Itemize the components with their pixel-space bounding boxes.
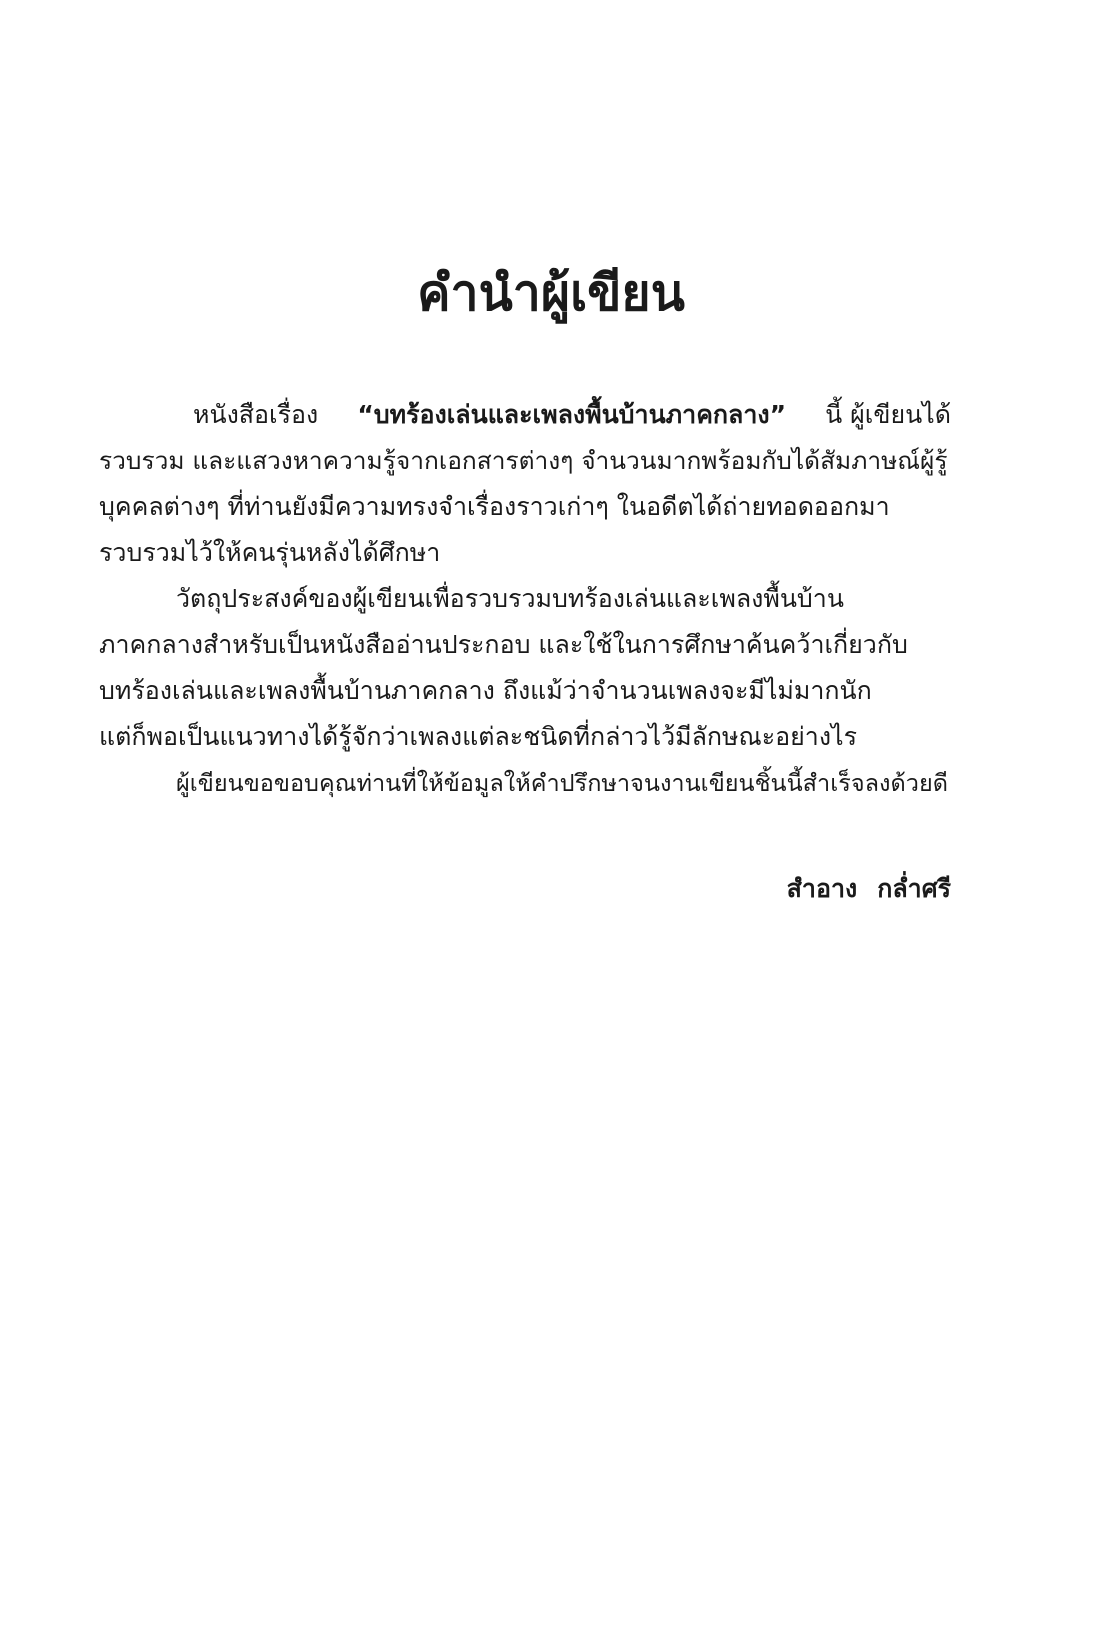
paragraph-1-prefix: หนังสือเรื่อง [193, 400, 319, 429]
paragraph-2-line-2: ภาคกลางสำหรับเป็นหนังสืออ่านประกอบ และใช้ในการศึกษาค้นคว้าเกี่ยวกับ [99, 630, 908, 659]
paragraph-3-line-1: ผู้เขียนขอขอบคุณท่านที่ให้ข้อมูลให้คำปรึกษาจนงานเขียนชิ้นนี้สำเร็จลงด้วยดี [176, 769, 949, 797]
page-title: คำนำผู้เขียน [417, 264, 685, 322]
paragraph-1-line-2: รวบรวม และแสวงหาความรู้จากเอกสารต่างๆ จำนวนมากพร้อมกับได้สัมภาษณ์ผู้รู้ [99, 446, 948, 475]
book-title-quote: “บทร้องเล่นและเพลงพื้นบ้านภาคกลาง” [357, 400, 787, 429]
author-last-name: กล่ำศรี [877, 874, 951, 903]
paragraph-1-line-3: บุคคลต่างๆ ที่ท่านยังมีความทรงจำเรื่องราวเก่าๆ ในอดีตได้ถ่ายทอดออกมา [99, 492, 890, 521]
paragraph-2-line-1: วัตถุประสงค์ของผู้เขียนเพื่อรวบรวมบทร้องเล่นและเพลงพื้นบ้าน [176, 584, 844, 613]
paragraph-2-line-4: แต่ก็พอเป็นแนวทางได้รู้จักว่าเพลงแต่ละชนิดที่กล่าวไว้มีลักษณะอย่างไร [99, 722, 858, 751]
preface-body [99, 392, 951, 806]
paragraph-2-line-3: บทร้องเล่นและเพลงพื้นบ้านภาคกลาง ถึงแม้ว่าจำนวนเพลงจะมีไม่มากนัก [99, 676, 872, 705]
author-first-name: สำอาง [786, 874, 858, 903]
paragraph-1-line-1 [99, 392, 951, 438]
paragraph-1-line-4: รวบรวมไว้ให้คนรุ่นหลังได้ศึกษา [99, 538, 441, 567]
paragraph-1-suffix: นี้ ผู้เขียนได้ [825, 400, 951, 429]
author-signature [787, 866, 951, 912]
